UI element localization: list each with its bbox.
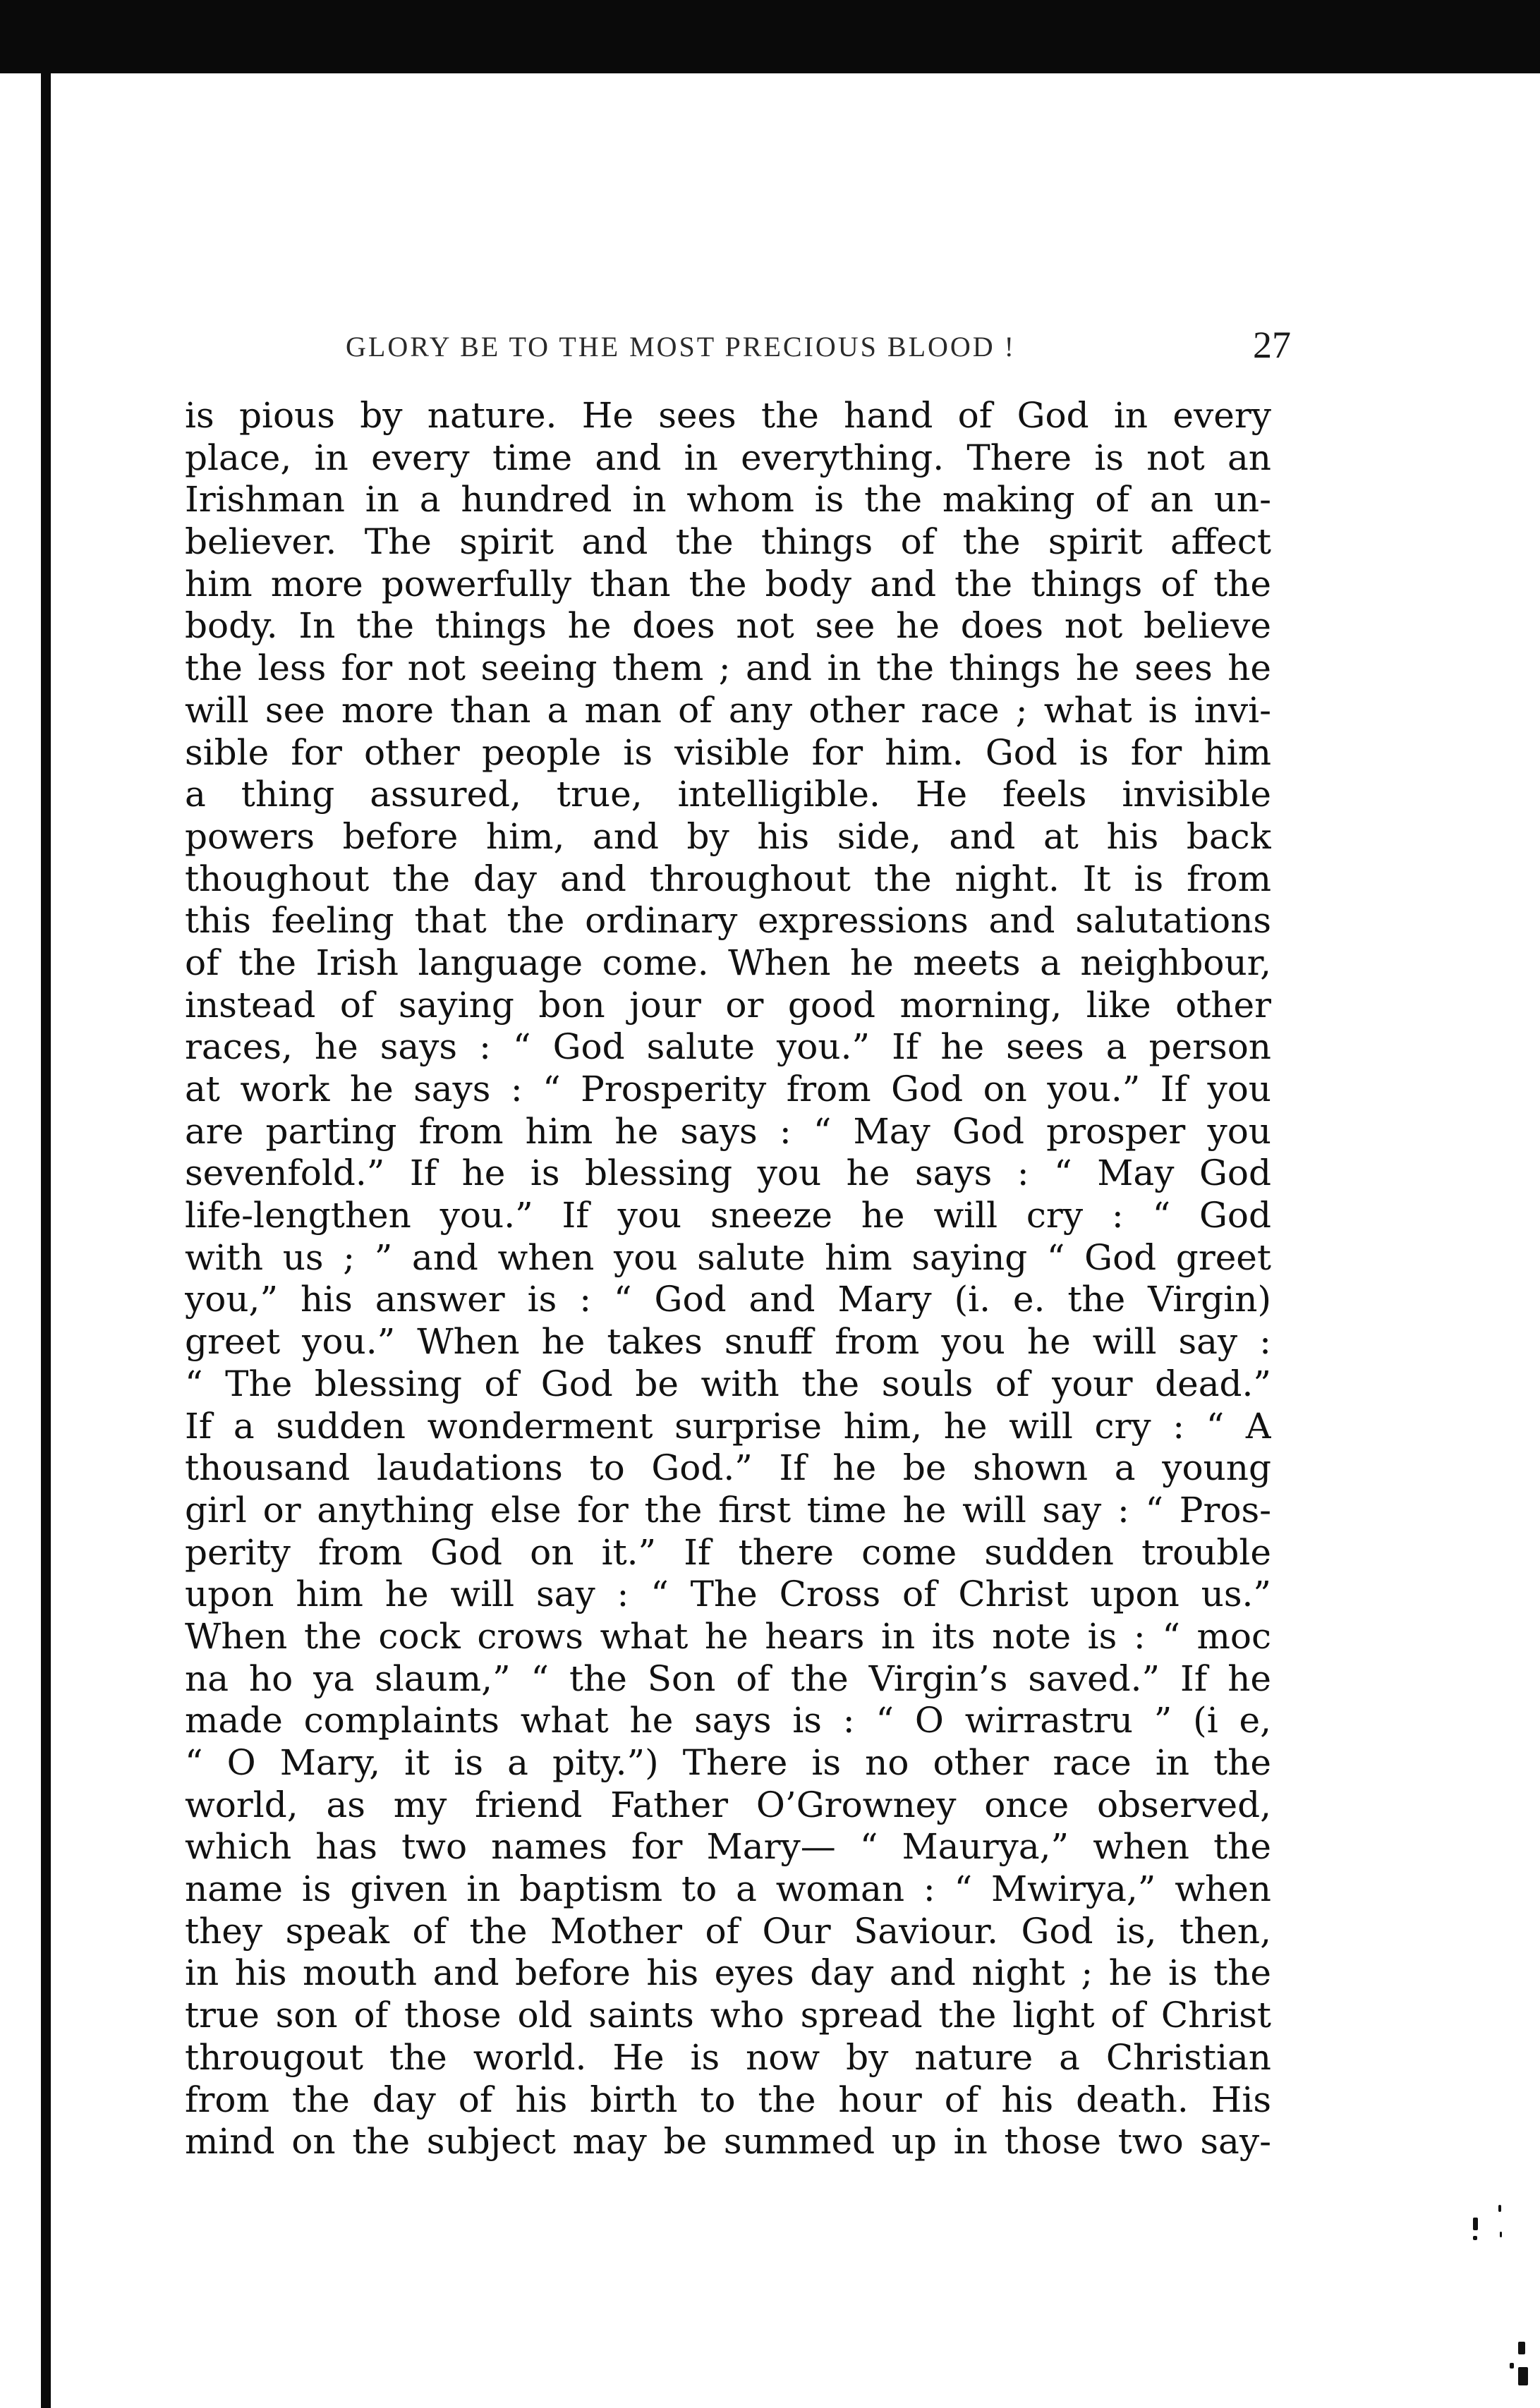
text-line: a thing assured, true, intelligible. He feels invisible xyxy=(185,774,1271,815)
text-line: believer. The spirit and the things of the spirit affect xyxy=(185,521,1271,563)
scan-speck xyxy=(1473,2218,1478,2230)
text-line: made complaints what he says is : “ O wirrastru ” (i e, xyxy=(185,1700,1271,1741)
text-line: at work he says : “ Prosperity from God on you.” If you xyxy=(185,1069,1271,1109)
scan-speck xyxy=(1510,2363,1514,2369)
text-line: life-lengthen you.” If you sneeze he will cry : “ God xyxy=(185,1195,1271,1236)
text-line: instead of saying bon jour or good morning, like other xyxy=(185,984,1271,1026)
text-line: which has two names for Mary— “ Maurya,” when the xyxy=(185,1826,1271,1868)
text-line: body. In the things he does not see he does not believe xyxy=(185,605,1271,647)
text-line: is pious by nature. He sees the hand of God in every xyxy=(185,395,1271,436)
scan-margin-specks xyxy=(1467,2201,1531,2398)
text-line: upon him he will say : “ The Cross of Christ upon us.” xyxy=(185,1574,1271,1615)
text-line: you,” his answer is : “ God and Mary (i. e. the Virgin) xyxy=(185,1279,1271,1320)
text-line: na ho ya slaum,” “ the Son of the Virgin’s saved.” If he xyxy=(185,1658,1271,1699)
text-line: “ The blessing of God be with the souls of your dead.” xyxy=(185,1363,1271,1404)
text-line: of the Irish language come. When he meets a neighbour, xyxy=(185,942,1271,983)
text-line: are parting from him he says : “ May God prosper you xyxy=(185,1110,1271,1152)
scan-speck xyxy=(1473,2236,1477,2240)
text-line: they speak of the Mother of Our Saviour. God is, then, xyxy=(185,1910,1271,1952)
text-line: name is given in baptism to a woman : “ Mwirya,” when xyxy=(185,1868,1271,1910)
text-line: perity from God on it.” If there come sudden trouble xyxy=(185,1531,1271,1573)
text-line: mind on the subject may be summed up in those two say- xyxy=(185,2121,1271,2163)
text-line: place, in every time and in everything. There is not an xyxy=(185,437,1271,478)
text-line: races, he says : “ God salute you.” If he sees a person xyxy=(185,1026,1271,1068)
text-line: powers before him, and by his side, and at his back xyxy=(185,815,1271,857)
text-line: If a sudden wonderment surprise him, he will cry : “ A xyxy=(185,1405,1271,1447)
text-line: sible for other people is visible for him. God is for him xyxy=(185,731,1271,773)
text-line: througout the world. He is now by nature a Christian xyxy=(185,2036,1271,2078)
text-line: true son of those old saints who spread the light of Christ xyxy=(185,1995,1271,2036)
text-line: world, as my friend Father O’Growney once observed, xyxy=(185,1784,1271,1825)
running-title: GLORY BE TO THE MOST PRECIOUS BLOOD ! xyxy=(346,331,1016,363)
page-number: 27 xyxy=(1253,324,1291,366)
scan-speck xyxy=(1500,2232,1502,2237)
text-line: will see more than a man of any other race ; what is invi- xyxy=(185,689,1271,731)
scan-left-border xyxy=(41,68,51,2408)
text-line: greet you.” When he takes snuff from you he will say : xyxy=(185,1321,1271,1363)
text-line: in his mouth and before his eyes day and night ; he is the xyxy=(185,1952,1271,1994)
text-line: “ O Mary, it is a pity.”) There is no other race in the xyxy=(185,1742,1271,1783)
body-text xyxy=(185,395,1271,2163)
text-line: the less for not seeing them ; and in the things he sees he xyxy=(185,647,1271,689)
text-line: from the day of his birth to the hour of his death. His xyxy=(185,2079,1271,2120)
scan-speck xyxy=(1498,2205,1501,2212)
running-head xyxy=(183,316,1291,372)
text-line: sevenfold.” If he is blessing you he says : “ May God xyxy=(185,1153,1271,1194)
scan-speck xyxy=(1518,2367,1528,2385)
scan-speck xyxy=(1518,2342,1525,2354)
text-line: with us ; ” and when you salute him saying “ God greet xyxy=(185,1236,1271,1278)
text-line: When the cock crows what he hears in its note is : “ moc xyxy=(185,1615,1271,1657)
text-line: Irishman in a hundred in whom is the making of an un- xyxy=(185,479,1271,521)
scan-top-border xyxy=(0,0,1540,73)
text-line: thousand laudations to God.” If he be shown a young xyxy=(185,1447,1271,1489)
text-line: this feeling that the ordinary expressions and salutations xyxy=(185,900,1271,942)
text-line: girl or anything else for the first time he will say : “ Pros- xyxy=(185,1489,1271,1531)
text-line: him more powerfully than the body and the things of the xyxy=(185,563,1271,604)
text-line: thoughout the day and throughout the night. It is from xyxy=(185,858,1271,899)
